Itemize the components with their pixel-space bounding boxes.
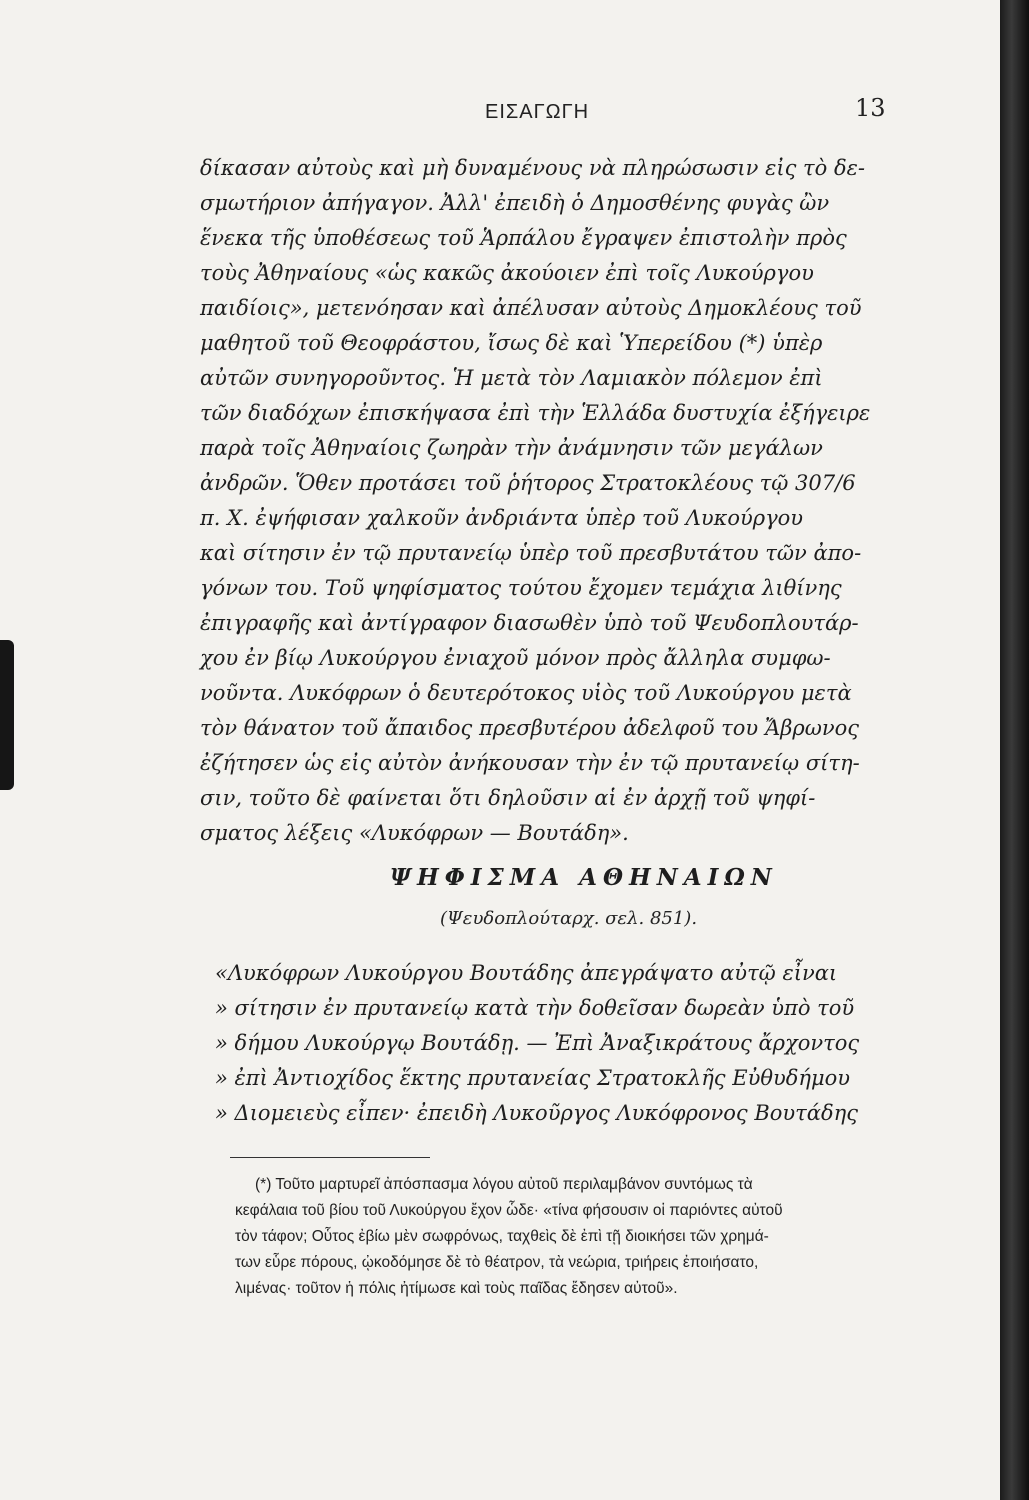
body-line: ἀνδρῶν. Ὅθεν προτάσει τοῦ ῥήτορος Στρατοκλέους τῷ 307/6 <box>200 471 856 495</box>
body-line: ἐζήτησεν ὡς εἰς αὐτὸν ἀνήκουσαν τὴν ἐν τῷ πρυτανείῳ σίτη- <box>200 751 860 775</box>
footnote-line: (*) Τοῦτο μαρτυρεῖ ἀπόσπασμα λόγου αὐτοῦ περιλαμβάνον συντόμως τὰ <box>255 1176 753 1193</box>
body-line: χου ἐν βίῳ Λυκούργου ἐνιαχοῦ μόνον πρὸς ἄλληλα συμφω- <box>200 646 831 670</box>
decree-source: (Ψευδοπλούταρχ. σελ. 851). <box>440 908 698 929</box>
page-header <box>0 94 1000 128</box>
decree-line: «Λυκόφρων Λυκούργου Βουτάδης ἀπεγράψατο αὐτῷ εἶναι <box>215 961 838 985</box>
scan-edge-mark <box>0 640 14 790</box>
body-line: αὐτῶν συνηγοροῦντος. Ἡ μετὰ τὸν Λαμιακὸν πόλεμον ἐπὶ <box>200 366 823 390</box>
body-line: π. Χ. ἐψήφισαν χαλκοῦν ἀνδριάντα ὑπὲρ τοῦ Λυκούργου <box>200 506 804 530</box>
footnote-line: κεφάλαια τοῦ βίου τοῦ Λυκούργου ἔχον ὧδε· «τίνα φήσουσιν οἱ παριόντες αὐτοῦ <box>235 1202 783 1219</box>
body-line: τὸν θάνατον τοῦ ἄπαιδος πρεσβυτέρου ἀδελφοῦ του Ἄβρωνος <box>200 716 860 740</box>
page-number: 13 <box>855 94 886 122</box>
body-line: καὶ σίτησιν ἐν τῷ πρυτανείῳ ὑπὲρ τοῦ πρεσβυτάτου τῶν ἀπο- <box>200 541 862 565</box>
body-line: παρὰ τοῖς Ἀθηναίοις ζωηρὰν τὴν ἀνάμνησιν τῶν μεγάλων <box>200 436 823 460</box>
body-line: τοὺς Ἀθηναίους «ὡς κακῶς ἀκούοιεν ἐπὶ τοῖς Λυκούργου <box>200 261 814 285</box>
body-line: τῶν διαδόχων ἐπισκήψασα ἐπὶ τὴν Ἑλλάδα δυστυχία ἐξήγειρε <box>200 401 871 425</box>
footnote-rule <box>230 1157 430 1158</box>
body-line: δίκασαν αὐτοὺς καὶ μὴ δυναμένους νὰ πληρώσωσιν εἰς τὸ δε- <box>200 156 865 180</box>
scan-gutter <box>1000 0 1029 1500</box>
body-line: σμωτήριον ἀπήγαγον. Ἀλλ' ἐπειδὴ ὁ Δημοσθένης φυγὰς ὢν <box>200 191 830 215</box>
running-title: ΕΙΣΑΓΩΓΗ <box>485 101 590 123</box>
decree-heading: ΨΗΦΙΣΜΑ ΑΘΗΝΑΙΩΝ <box>390 864 778 891</box>
body-line: μαθητοῦ τοῦ Θεοφράστου, ἴσως δὲ καὶ Ὑπερείδου (*) ὑπὲρ <box>200 331 823 355</box>
footnote-line: τὸν τάφον; Οὗτος ἐβίω μὲν σωφρόνως, ταχθεὶς δὲ ἐπὶ τῇ διοικήσει τῶν χρημά- <box>235 1228 769 1245</box>
body-line: ἕνεκα τῆς ὑποθέσεως τοῦ Ἁρπάλου ἔγραψεν ἐπιστολὴν πρὸς <box>200 226 847 250</box>
decree-line: » δήμου Λυκούργῳ Βουτάδῃ. — Ἐπὶ Ἀναξικράτους ἄρχοντος <box>215 1031 860 1055</box>
body-line: γόνων του. Τοῦ ψηφίσματος τούτου ἔχομεν τεμάχια λιθίνης <box>200 576 842 600</box>
footnote-line: των εὗρε πόρους, ᾠκοδόμησε δὲ τὸ θέατρον, τὰ νεώρια, τριήρεις ἐποιήσατο, <box>235 1254 759 1271</box>
body-line: σιν, τοῦτο δὲ φαίνεται ὅτι δηλοῦσιν αἱ ἐν ἀρχῇ τοῦ ψηφί- <box>200 786 816 810</box>
body-line: σματος λέξεις «Λυκόφρων — Βουτάδη». <box>200 821 629 845</box>
body-line: παιδίοις», μετενόησαν καὶ ἀπέλυσαν αὐτοὺς Δημοκλέους τοῦ <box>200 296 862 320</box>
body-line: ἐπιγραφῆς καὶ ἀντίγραφον διασωθὲν ὑπὸ τοῦ Ψευδοπλουτάρ- <box>200 611 859 635</box>
decree-line: » Διομειεὺς εἶπεν· ἐπειδὴ Λυκοῦργος Λυκόφρονος Βουτάδης <box>215 1101 858 1125</box>
decree-line: » σίτησιν ἐν πρυτανείῳ κατὰ τὴν δοθεῖσαν δωρεὰν ὑπὸ τοῦ <box>215 996 855 1020</box>
body-line: νοῦντα. Λυκόφρων ὁ δευτερότοκος υἱὸς τοῦ Λυκούργου μετὰ <box>200 681 852 705</box>
decree-line: » ἐπὶ Ἀντιοχίδος ἕκτης πρυτανείας Στρατοκλῆς Εὐθυδήμου <box>215 1066 851 1090</box>
footnote-line: λιμένας· τοῦτον ἡ πόλις ἠτίμωσε καὶ τοὺς παῖδας ἔδησεν αὐτοῦ». <box>235 1280 678 1297</box>
